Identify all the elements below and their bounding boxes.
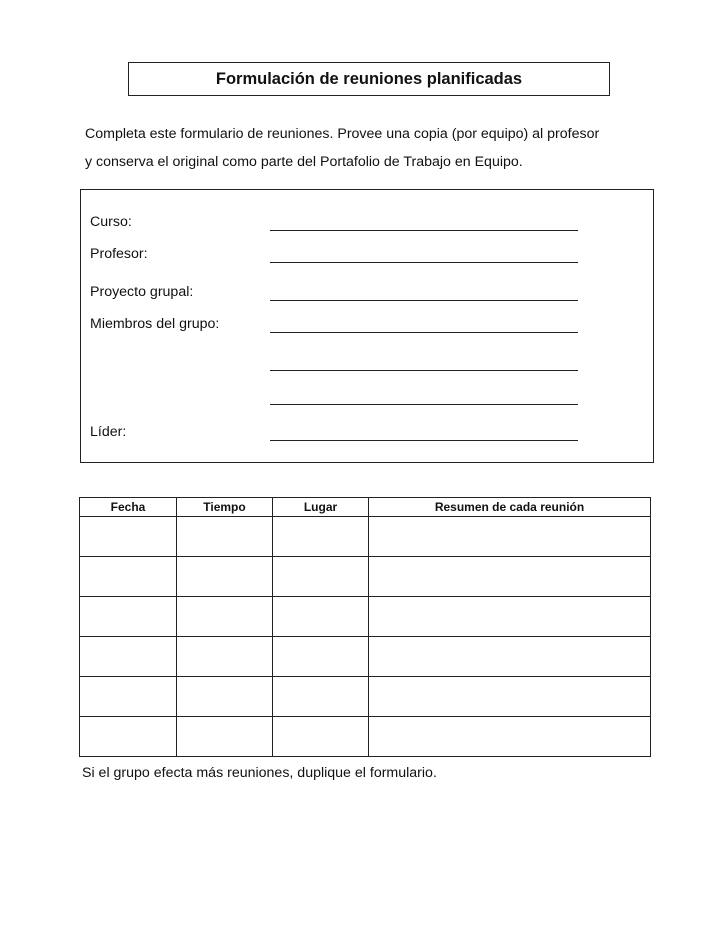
field-lider <box>90 424 644 444</box>
cell-lugar[interactable] <box>273 557 369 597</box>
cell-fecha[interactable] <box>80 677 177 717</box>
table-row <box>80 557 651 597</box>
form-title: Formulación de reuniones planificadas <box>128 62 610 96</box>
field-miembros-extra-2 <box>90 388 644 408</box>
miembros-blank-line-3[interactable] <box>270 388 578 405</box>
field-profesor <box>90 246 644 266</box>
table-row <box>80 597 651 637</box>
proyecto-blank-line[interactable] <box>270 284 578 301</box>
field-miembros <box>90 316 644 336</box>
lider-blank-line[interactable] <box>270 424 578 441</box>
cell-resumen[interactable] <box>369 517 651 557</box>
cell-lugar[interactable] <box>273 517 369 557</box>
cell-fecha[interactable] <box>80 557 177 597</box>
field-label-curso: Curso: <box>90 214 132 230</box>
miembros-blank-line-2[interactable] <box>270 354 578 371</box>
cell-fecha[interactable] <box>80 597 177 637</box>
header-tiempo: Tiempo <box>177 498 273 517</box>
field-label-miembros: Miembros del grupo: <box>90 316 220 332</box>
cell-tiempo[interactable] <box>177 597 273 637</box>
table-row <box>80 717 651 757</box>
cell-lugar[interactable] <box>273 717 369 757</box>
cell-fecha[interactable] <box>80 637 177 677</box>
cell-tiempo[interactable] <box>177 637 273 677</box>
cell-tiempo[interactable] <box>177 717 273 757</box>
table-header-row <box>80 498 651 517</box>
field-proyecto <box>90 284 644 304</box>
curso-blank-line[interactable] <box>270 214 578 231</box>
meetings-table <box>79 497 651 757</box>
table-row <box>80 517 651 557</box>
cell-fecha[interactable] <box>80 717 177 757</box>
cell-resumen[interactable] <box>369 637 651 677</box>
field-label-profesor: Profesor: <box>90 246 148 262</box>
cell-lugar[interactable] <box>273 677 369 717</box>
info-section <box>80 189 654 463</box>
cell-resumen[interactable] <box>369 717 651 757</box>
field-label-proyecto: Proyecto grupal: <box>90 284 194 300</box>
cell-resumen[interactable] <box>369 597 651 637</box>
cell-tiempo[interactable] <box>177 517 273 557</box>
table-row <box>80 677 651 717</box>
instructions-line-1: Completa este formulario de reuniones. Provee una copia (por equipo) al profesor <box>85 126 600 142</box>
cell-resumen[interactable] <box>369 677 651 717</box>
cell-lugar[interactable] <box>273 637 369 677</box>
header-fecha: Fecha <box>80 498 177 517</box>
cell-tiempo[interactable] <box>177 677 273 717</box>
cell-fecha[interactable] <box>80 517 177 557</box>
miembros-blank-line-1[interactable] <box>270 316 578 333</box>
field-curso <box>90 214 644 234</box>
cell-lugar[interactable] <box>273 597 369 637</box>
field-label-lider: Líder: <box>90 424 127 440</box>
profesor-blank-line[interactable] <box>270 246 578 263</box>
cell-resumen[interactable] <box>369 557 651 597</box>
field-miembros-extra-1 <box>90 354 644 374</box>
table-row <box>80 637 651 677</box>
instructions <box>85 120 675 176</box>
cell-tiempo[interactable] <box>177 557 273 597</box>
header-lugar: Lugar <box>273 498 369 517</box>
instructions-line-2: y conserva el original como parte del Portafolio de Trabajo en Equipo. <box>85 154 523 170</box>
footer-note: Si el grupo efecta más reuniones, duplique el formulario. <box>82 765 437 781</box>
header-resumen: Resumen de cada reunión <box>369 498 651 517</box>
